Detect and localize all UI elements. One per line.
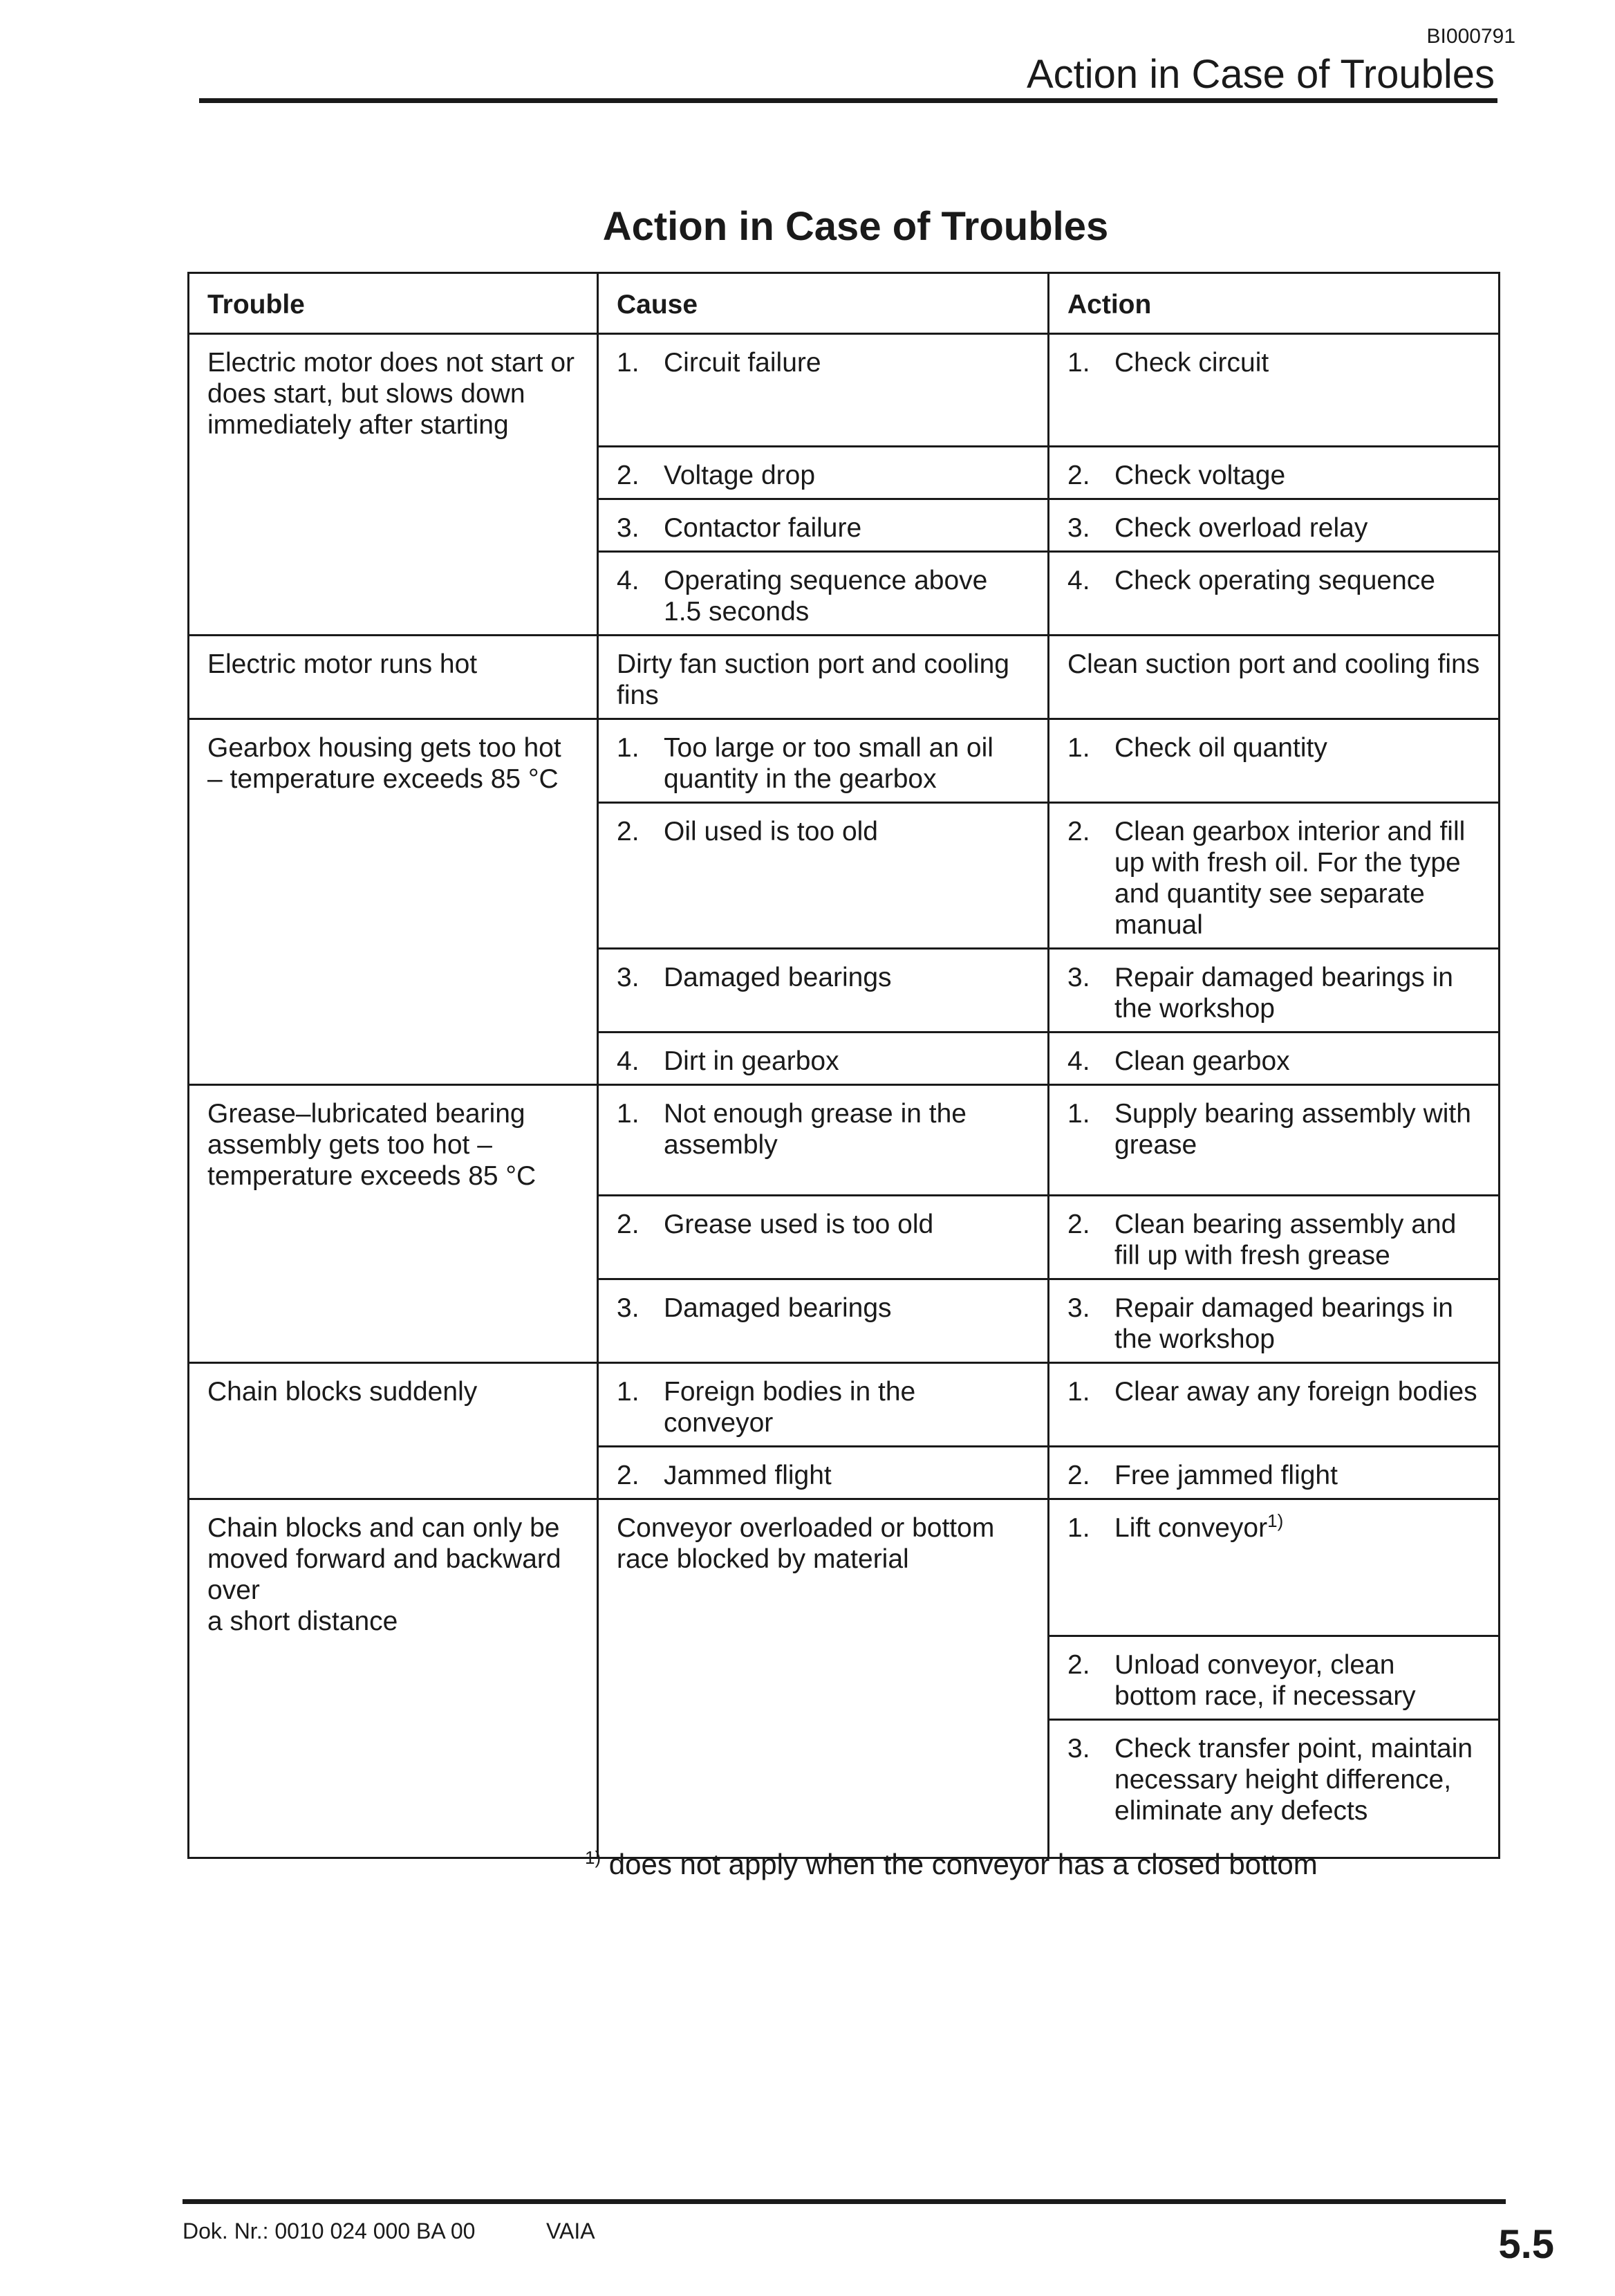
action-cell [1049, 1363, 1500, 1447]
action-cell [1049, 1196, 1500, 1279]
cause-cell [598, 803, 1049, 949]
cause-cell [598, 334, 1049, 447]
action-text: Clean gearbox interior and fill up with fresh oil. For the type and quantity see separate manual [1114, 817, 1466, 940]
cause-number: 1. [617, 733, 640, 763]
cause-text: Contactor failure [664, 513, 862, 543]
action-number: 2. [1067, 817, 1090, 846]
trouble-cell [189, 1499, 598, 1858]
cause-cell [598, 949, 1049, 1033]
cause-text: Circuit failure [664, 348, 821, 378]
document-number: Dok. Nr.: 0010 024 000 BA 00 [183, 2219, 476, 2243]
cause-cell [598, 1447, 1049, 1499]
action-number: 2. [1067, 1461, 1090, 1490]
action-cell [1049, 1636, 1500, 1720]
action-text: Check oil quantity [1114, 733, 1327, 763]
cause-number: 3. [617, 513, 640, 543]
cause-number: 2. [617, 1210, 640, 1239]
header-divider [199, 98, 1497, 103]
action-text [1114, 1512, 1480, 1544]
action-cell [1049, 803, 1500, 949]
action-text: Free jammed flight [1114, 1461, 1338, 1490]
action-cell [1049, 499, 1500, 552]
action-number: 1. [1067, 1099, 1090, 1129]
action-cell [1049, 1447, 1500, 1499]
cause-text: Damaged bearings [664, 1293, 892, 1323]
action-text: Unload conveyor, clean bottom race, if necessary [1114, 1650, 1416, 1711]
action-cell [1049, 447, 1500, 499]
cause-cell [598, 1363, 1049, 1447]
cause-number: 2. [617, 1461, 640, 1490]
action-text: Check transfer point, maintain necessary height difference, eliminate any defects [1114, 1734, 1473, 1826]
action-text: Repair damaged bearings in the workshop [1114, 963, 1453, 1024]
action-cell [1049, 1085, 1500, 1196]
action-cell [1049, 719, 1500, 803]
action-number: 2. [1067, 461, 1090, 490]
action-text: Clean gearbox [1114, 1046, 1290, 1076]
cause-cell [598, 1033, 1049, 1085]
trouble-cell: Electric motor does not start or does start, but slows down immediately after starting [189, 334, 598, 636]
cause-text: Dirt in gearbox [664, 1046, 839, 1076]
cause-text: Jammed flight [664, 1461, 832, 1490]
cause-text: Too large or too small an oil quantity in the gearbox [664, 733, 993, 794]
cause-cell [598, 1196, 1049, 1279]
action-cell [1049, 1499, 1500, 1636]
column-header-cause: Cause [598, 273, 1049, 334]
action-number: 1. [1067, 733, 1090, 763]
action-number: 4. [1067, 1046, 1090, 1076]
cause-text: Foreign bodies in the conveyor [664, 1377, 916, 1438]
footer-divider [183, 2199, 1506, 2204]
cause-cell [598, 499, 1049, 552]
cause-number: 1. [617, 348, 640, 378]
cause-cell [598, 552, 1049, 636]
table-row [189, 1363, 1500, 1447]
action-cell [1049, 1279, 1500, 1363]
action-text: Supply bearing assembly with grease [1114, 1099, 1471, 1160]
page-number: 5.5 [1498, 2222, 1554, 2267]
action-text: Check voltage [1114, 461, 1286, 490]
action-cell [1049, 949, 1500, 1033]
action-cell [1049, 334, 1500, 447]
trouble-cell: Grease–lubricated bearing assembly gets too hot – temperature exceeds 85 °C [189, 1085, 598, 1363]
column-header-trouble: Trouble [189, 273, 598, 334]
action-number: 3. [1067, 513, 1090, 543]
cause-text: Not enough grease in the assembly [664, 1099, 967, 1160]
action-text: Clear away any foreign bodies [1114, 1377, 1477, 1407]
footnote-reference: 1) [1267, 1510, 1284, 1531]
table-row [189, 334, 1500, 447]
table-row [189, 636, 1500, 719]
action-number: 1. [1067, 1377, 1090, 1407]
action-number: 3. [1067, 1734, 1090, 1763]
cause-text: Oil used is too old [664, 817, 879, 846]
action-text: Check circuit [1114, 348, 1269, 378]
troubleshooting-table [187, 272, 1500, 1859]
table-row [189, 719, 1500, 803]
page-title: Action in Case of Troubles [602, 204, 1109, 249]
table-header-row [189, 273, 1500, 334]
cause-text: Operating sequence above 1.5 seconds [664, 566, 988, 627]
cause-number: 4. [617, 1046, 640, 1076]
cause-number: 3. [617, 1293, 640, 1323]
action-cell [1049, 1033, 1500, 1085]
action-cell [1049, 1720, 1500, 1858]
trouble-text-line: a short distance [207, 1607, 398, 1636]
document-code: VAIA [546, 2219, 595, 2243]
table-row [189, 1085, 1500, 1196]
action-number: 2. [1067, 1210, 1090, 1239]
action-number: 1. [1067, 1513, 1090, 1543]
trouble-cell: Gearbox housing gets too hot – temperature exceeds 85 °C [189, 719, 598, 1085]
action-text: Check operating sequence [1114, 566, 1435, 595]
cause-number: 1. [617, 1377, 640, 1407]
action-text: Check overload relay [1114, 513, 1368, 543]
cause-text: Voltage drop [664, 461, 816, 490]
cause-number: 3. [617, 963, 640, 992]
running-header-title: Action in Case of Troubles [1026, 52, 1495, 97]
cause-cell: Conveyor overloaded or bottom race blocked by material [598, 1499, 1049, 1858]
action-cell [1049, 552, 1500, 636]
action-number: 3. [1067, 963, 1090, 992]
cause-cell [598, 719, 1049, 803]
cause-number: 2. [617, 817, 640, 846]
footnote-text: does not apply when the conveyor has a closed bottom [601, 1848, 1318, 1880]
action-text: Clean bearing assembly and fill up with fresh grease [1114, 1210, 1457, 1270]
column-header-action: Action [1049, 273, 1500, 334]
footnote [585, 1848, 1318, 1881]
action-text-content: Lift conveyor [1114, 1513, 1268, 1543]
action-number: 3. [1067, 1293, 1090, 1323]
table-row [189, 1499, 1500, 1636]
action-text: Repair damaged bearings in the workshop [1114, 1293, 1453, 1354]
trouble-cell: Electric motor runs hot [189, 636, 598, 719]
cause-cell: Dirty fan suction port and cooling fins [598, 636, 1049, 719]
cause-cell [598, 1279, 1049, 1363]
cause-text: Damaged bearings [664, 963, 892, 992]
action-number: 2. [1067, 1650, 1090, 1680]
action-number: 1. [1067, 348, 1090, 378]
action-number: 4. [1067, 566, 1090, 595]
document-id: BI000791 [1426, 25, 1515, 48]
trouble-text-line: Chain blocks and can only be moved forward and backward over [207, 1513, 561, 1605]
cause-cell [598, 447, 1049, 499]
cause-number: 4. [617, 566, 640, 595]
cause-cell [598, 1085, 1049, 1196]
action-cell: Clean suction port and cooling fins [1049, 636, 1500, 719]
cause-number: 1. [617, 1099, 640, 1129]
trouble-cell: Chain blocks suddenly [189, 1363, 598, 1499]
footnote-mark: 1) [585, 1847, 601, 1868]
cause-text: Grease used is too old [664, 1210, 934, 1239]
cause-number: 2. [617, 461, 640, 490]
